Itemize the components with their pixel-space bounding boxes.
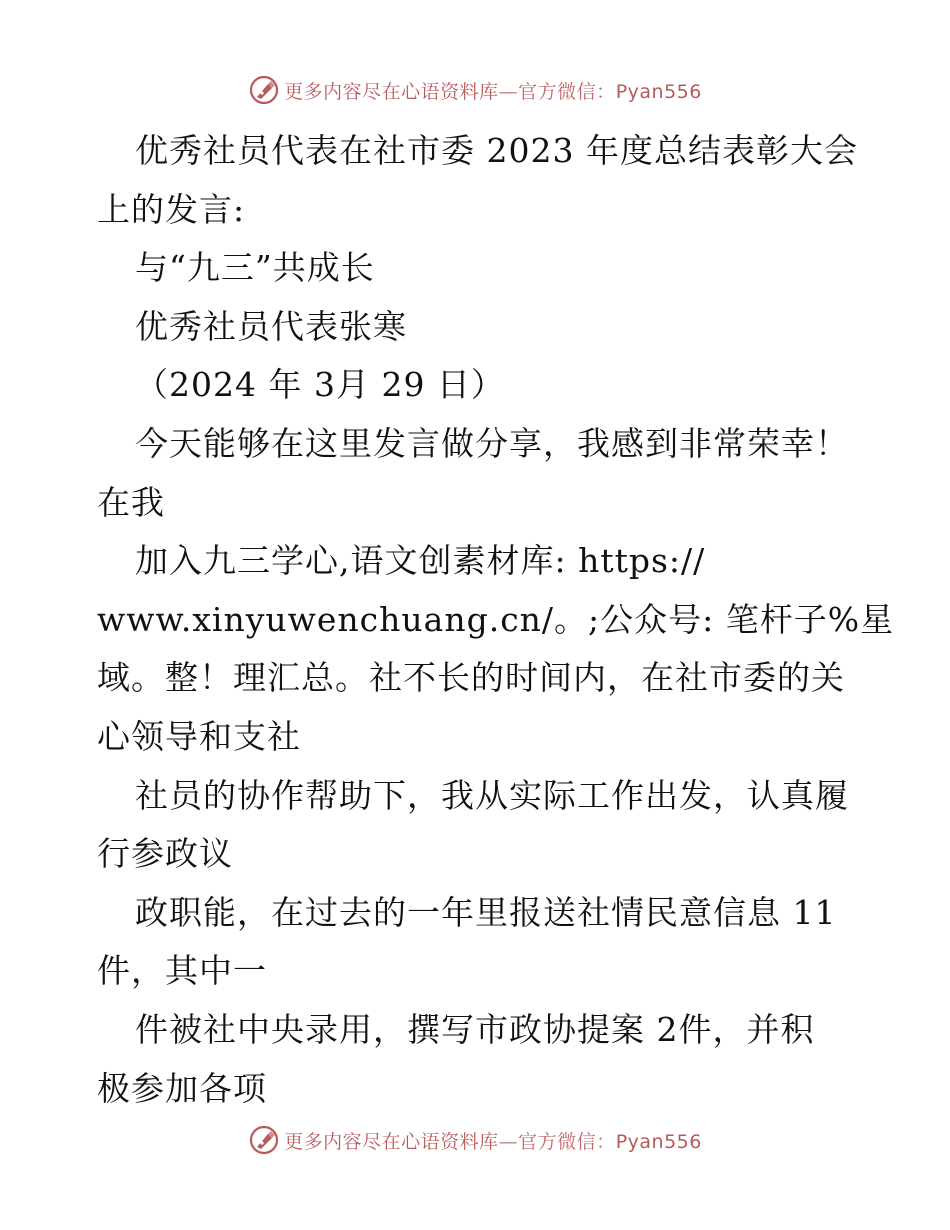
text-line: 加入九三学心,语文创素材库: https:// bbox=[135, 541, 706, 581]
pen-nib-logo-icon bbox=[248, 1124, 280, 1156]
text-line: 心领导和支社 bbox=[97, 716, 301, 756]
watermark-label: 官方微信： bbox=[518, 1130, 616, 1153]
watermark-separator: — bbox=[498, 1130, 519, 1153]
footer-watermark-text bbox=[284, 1127, 702, 1154]
text-line: 政职能，在过去的一年里报送社情民意信息 11 bbox=[135, 892, 837, 932]
text-line: 上的发言: bbox=[97, 189, 246, 229]
text-line: 域。整！理汇总。社不长的时间内，在社市委的关 bbox=[97, 658, 845, 698]
text-line: 优秀社员代表张寒 bbox=[135, 306, 407, 346]
text-line: 与“九三”共成长 bbox=[135, 248, 375, 288]
text-line: 件被社中央录用，撰写市政协提案 2件，并积 bbox=[135, 1009, 815, 1049]
text-line: 在我 bbox=[97, 482, 165, 522]
watermark-account: Pyan556 bbox=[615, 80, 702, 103]
text-line: 行参政议 bbox=[97, 834, 233, 874]
header-watermark-group bbox=[248, 74, 702, 106]
header-watermark-banner bbox=[0, 72, 950, 108]
text-line: www.xinyuwenchuang.cn/。;公众号: 笔杆子%星 bbox=[97, 599, 895, 639]
document-body bbox=[97, 122, 895, 1118]
footer-watermark-group bbox=[248, 1124, 702, 1156]
footer-watermark-banner bbox=[0, 1122, 950, 1158]
watermark-separator: — bbox=[498, 80, 519, 103]
watermark-main-text: 更多内容尽在心语资料库 bbox=[284, 80, 499, 103]
watermark-label: 官方微信： bbox=[518, 80, 616, 103]
pen-nib-logo-icon bbox=[248, 74, 280, 106]
text-line: 极参加各项 bbox=[97, 1068, 267, 1108]
watermark-main-text: 更多内容尽在心语资料库 bbox=[284, 1130, 499, 1153]
text-line: 今天能够在这里发言做分享，我感到非常荣幸！ bbox=[135, 423, 849, 463]
text-line: （2024 年 3月 29 日） bbox=[135, 365, 505, 405]
text-line: 社员的协作帮助下，我从实际工作出发，认真履 bbox=[135, 775, 849, 815]
header-watermark-text bbox=[284, 77, 702, 104]
text-line: 件，其中一 bbox=[97, 951, 267, 991]
text-line: 优秀社员代表在社市委 2023 年度总结表彰大会 bbox=[135, 131, 858, 170]
watermark-account: Pyan556 bbox=[615, 1130, 702, 1153]
